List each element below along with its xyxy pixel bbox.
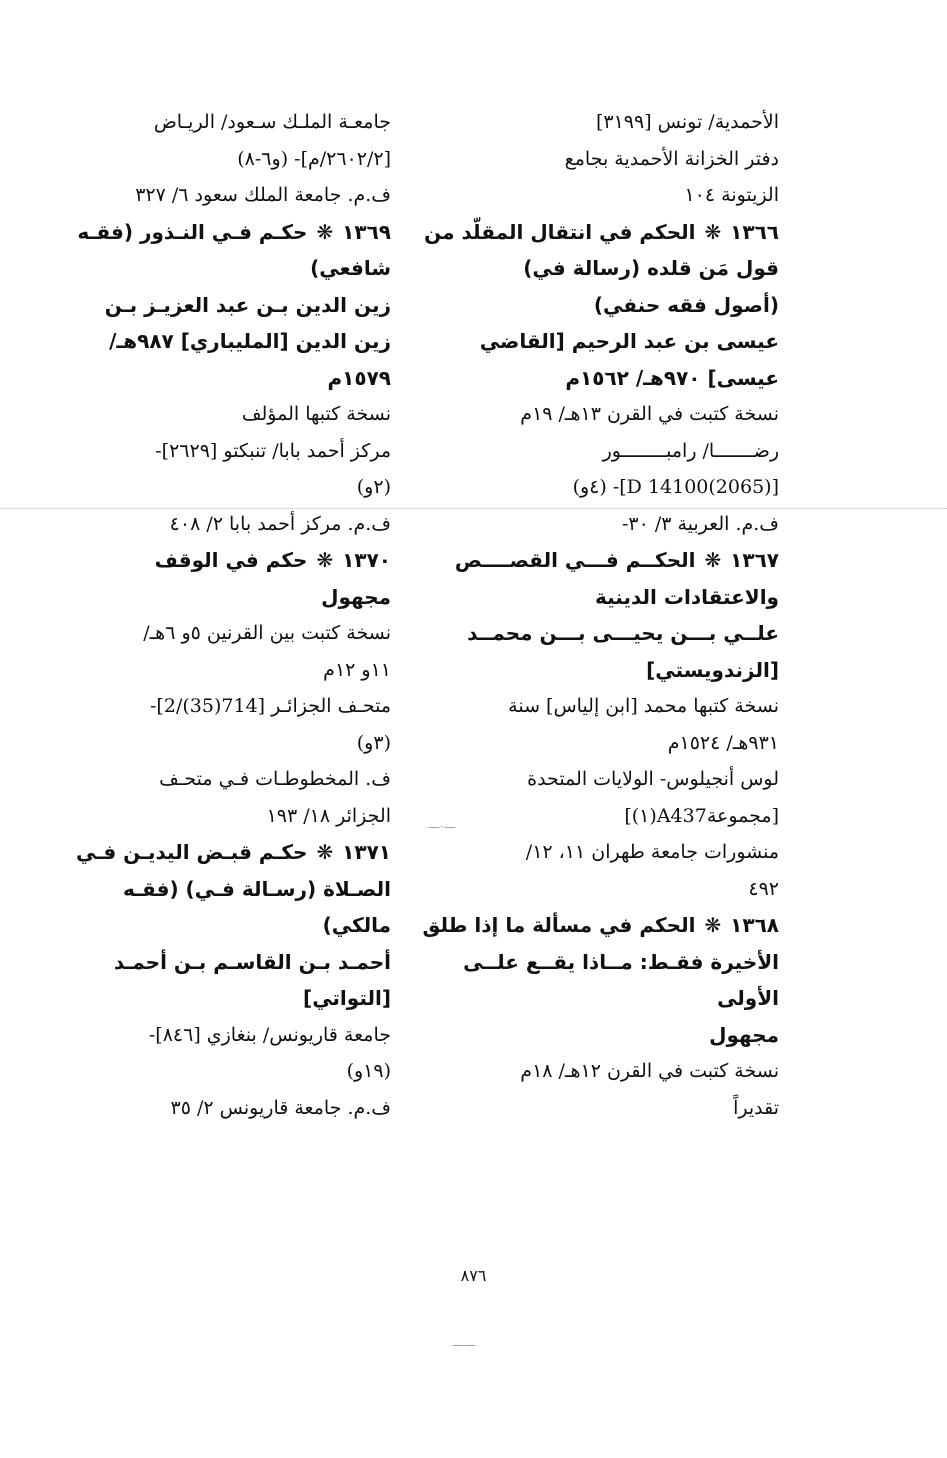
entry-detail: متحـف الجزائـر [714(35)/2]- [150,695,391,717]
entry-detail-bold: مجهول [709,1022,779,1047]
entry-detail-bold: أحمـد بـن القاسـم بـن أحمـد [113,949,391,974]
entry-detail: الزيتونة ١٠٤ [684,184,779,206]
entry-detail: ف.م. العربية ٣/ ٣٠- [621,512,779,535]
entry-detail: الجزائر ١٨/ ١٩٣ [266,804,391,827]
entry-detail-bold: علــي بـــن يحيـــى بـــن محمــد [467,621,779,645]
star-icon: ❋ [704,548,722,572]
scan-mark: —— [452,1338,476,1352]
star-icon: ❋ [704,913,722,937]
entry-detail-bold: عيسى] ٩٧٠هـ/ ١٥٦٢م [565,365,779,390]
entry-detail-bold: مجهول [321,584,391,609]
entry-detail: نسخة كتبت في القرن ١٣هـ/ ١٩م [520,403,779,425]
entry-detail-bold: ١٥٧٩م [327,365,391,390]
entry-number: ١٣٦٩ [342,219,391,244]
entry-title: حكـم فـي النـذور (فقـه [77,219,308,244]
entry-detail: جامعـة الملـك سـعود/ الريـاض [153,111,391,133]
scan-fold-line [0,508,947,509]
entry-detail: [D 14100(2065)]- (٤و) [572,476,779,498]
entry-detail: منشورات جامعة طهران ١١، ١٢/ [525,841,779,863]
entry-number: ١٣٦٨ [730,913,779,937]
star-icon: ❋ [704,219,722,244]
right-column [422,104,779,1126]
entry-detail: ف.م. جامعة الملك سعود ٦/ ٣٢٧ [135,184,391,206]
entry-detail: ف.م. مركز أحمد بابا ٢/ ٤٠٨ [169,512,391,535]
entry-detail: ٤٩٢ [748,877,779,900]
entry-detail-bold: قول مَن قلده (رسالة في) [523,256,779,280]
entry-detail-bold: الصـلاة (رسـالة فـي) (فقـه [123,876,391,901]
entry-detail-bold: عيسى بن عبد الرحيم [القاضي [479,329,779,353]
entry-detail: (٣و) [356,731,391,754]
star-icon: ❋ [316,219,334,244]
entry-detail-bold: مالكي) [322,913,391,937]
entry-detail-bold: (أصول فقه حنفي) [593,292,779,317]
entry-heading [76,834,391,871]
entry-title: حكم في الوقف [154,548,308,572]
entry-title: الحكــم فـــي القصــــص [454,548,696,572]
entry-detail: نسخة كتبت بين القرنين ٥و ٦هـ/ [143,622,391,644]
entry-detail: مركز أحمد بابا/ تنبكتو [٢٦٢٩]- [155,439,391,462]
entry-heading [449,542,779,579]
entry-detail-bold: والاعتقادات الدينية [595,584,779,609]
scan-mark: —·— [428,820,456,834]
entry-detail: نسخة كتبها المؤلف [241,403,391,425]
entry-number: ١٣٧٠ [342,548,391,572]
entry-detail-bold: زين الدين [المليباري] ٩٨٧هـ/ [109,329,391,353]
entry-heading [422,907,779,944]
entry-heading [101,542,391,579]
entry-heading [77,214,391,251]
entry-number: ١٣٧١ [342,840,391,864]
page-number: ٨٧٦ [460,1266,487,1285]
entry-detail: نسخة كتبها محمد [ابن إلياس] سنة [508,695,779,717]
entry-detail: الأحمدية/ تونس [٣١٩٩] [595,111,779,133]
entry-title: الحكم في انتقال المقلّد من [424,219,696,244]
entry-detail-bold: شافعي) [310,256,391,280]
entry-detail: دفتر الخزانة الأحمدية بجامع [564,147,779,170]
entry-heading [424,214,779,251]
entry-detail: [٢٦٠٢/٢/م]- (و٦-٨) [237,147,391,170]
entry-detail: لوس أنجيلوس- الولايات المتحدة [527,768,779,790]
entry-title: الحكم في مسألة ما إذا طلق [422,913,696,937]
entry-detail: ١١و ١٢م [323,658,391,681]
entry-detail: ٩٣١هـ/ ١٥٢٤م [667,731,779,754]
entry-detail: [مجموعةA437(١)] [624,804,779,827]
entry-detail: جامعة قاريونس/ بنغازي [٨٤٦]- [148,1023,391,1046]
entry-detail-bold: [الزندويستي] [646,657,779,682]
entry-detail-bold: [التواتي] [303,986,391,1010]
entry-title: حكـم قبـض اليديـن فـي [76,840,308,864]
entry-detail: رضـــــــا/ رامبــــــــور [602,439,779,462]
entry-detail: تقديراً [733,1096,779,1119]
entry-detail: ف.م. جامعة قاريونس ٢/ ٣٥ [170,1096,391,1119]
entry-detail-bold: الأخيرة فقـط: مــاذا يقــع علــى [463,949,779,974]
left-column [76,104,391,1126]
entry-detail-bold: زين الدين بـن عبد العزيـز بـن [104,292,391,317]
entry-number: ١٣٦٦ [730,219,779,244]
entry-detail: ف. المخطوطـات فـي متحـف [159,768,391,790]
entry-detail: (١٩و) [346,1060,391,1082]
entry-detail-bold: الأولى [717,986,779,1010]
star-icon: ❋ [316,840,334,864]
star-icon: ❋ [316,548,334,572]
entry-detail: نسخة كتبت في القرن ١٢هـ/ ١٨م [520,1060,779,1082]
entry-number: ١٣٦٧ [730,548,779,572]
entry-detail: (٢و) [356,476,391,498]
